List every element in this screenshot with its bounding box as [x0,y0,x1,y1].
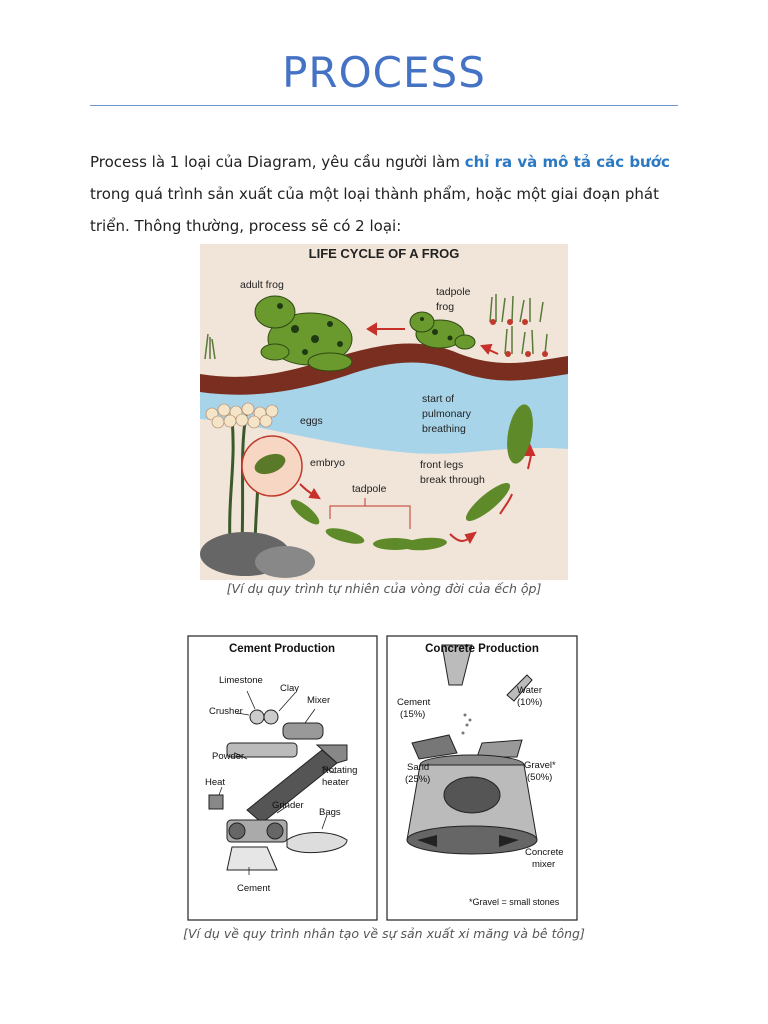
label-gravel-pct: (50%) [527,772,553,783]
label-clay: Clay [280,683,300,694]
cement-figure-caption: [Ví dụ về quy trình nhân tạo về sự sản xuất xi măng và bê tông] [183,926,585,941]
label-start-2: pulmonary [422,408,472,420]
intro-paragraph [90,146,680,242]
label-water-pct: (10%) [517,697,543,708]
label-powder: Powder [212,751,245,762]
concrete-production-title: Concrete Production [425,643,539,655]
label-concrete-2: mixer [532,859,556,870]
label-bags: Bags [319,807,341,818]
frog-life-cycle-figure [200,244,568,580]
label-concrete-1: Concrete [525,847,564,858]
label-tadpole: tadpole [352,483,387,495]
title-underline [90,105,678,106]
label-rotating-2: heater [322,777,349,788]
label-start-1: start of [422,393,455,405]
label-sand-pct: (25%) [405,774,431,785]
frog-life-cycle-image [200,244,568,580]
page-title: PROCESS [282,48,486,97]
label-grinder: Grinder [272,800,304,811]
label-front-1: front legs [420,459,464,471]
label-embryo: embryo [310,457,346,469]
label-adult-frog: adult frog [240,279,284,291]
label-limestone: Limestone [219,675,263,686]
label-cement: Cement [237,883,271,894]
label-start-3: breathing [422,423,466,435]
frog-figure-caption: [Ví dụ quy trình tự nhiên của vòng đời của ếch ộp] [226,581,542,596]
paragraph-text-2: trong quá trình sản xuất của một loại thành phẩm, hoặc một giai đoạn phát triển. Thông thường, process sẽ có 2 loại: [90,185,659,235]
label-mixer: Mixer [307,695,331,706]
cement-concrete-image [187,635,578,921]
label-tadpole-frog-2: frog [436,301,455,313]
paragraph-text-1: Process là 1 loại của Diagram, yêu cầu người làm [90,153,465,171]
paragraph-highlight: chỉ ra và mô tả các bước [464,153,670,171]
label-tadpole-frog-1: tadpole [436,286,471,298]
label-gravel: Gravel* [524,760,556,771]
cement-production-title: Cement Production [228,643,336,655]
label-gravel-footnote: *Gravel = small stones [469,897,560,907]
frog-diagram-heading: LIFE CYCLE OF A FROG [308,246,460,261]
label-crusher: Crusher [209,706,243,717]
label-sand: Sand [407,762,430,773]
label-heat: Heat [205,777,226,788]
label-eggs: eggs [300,415,323,427]
label-rotating-1: Rotating [322,765,358,776]
cement-concrete-figure [187,635,578,921]
label-water: Water [517,685,542,696]
label-cement-pct: (15%) [400,709,426,720]
label-front-2: break through [420,474,485,486]
label-cement-input: Cement [397,697,431,708]
